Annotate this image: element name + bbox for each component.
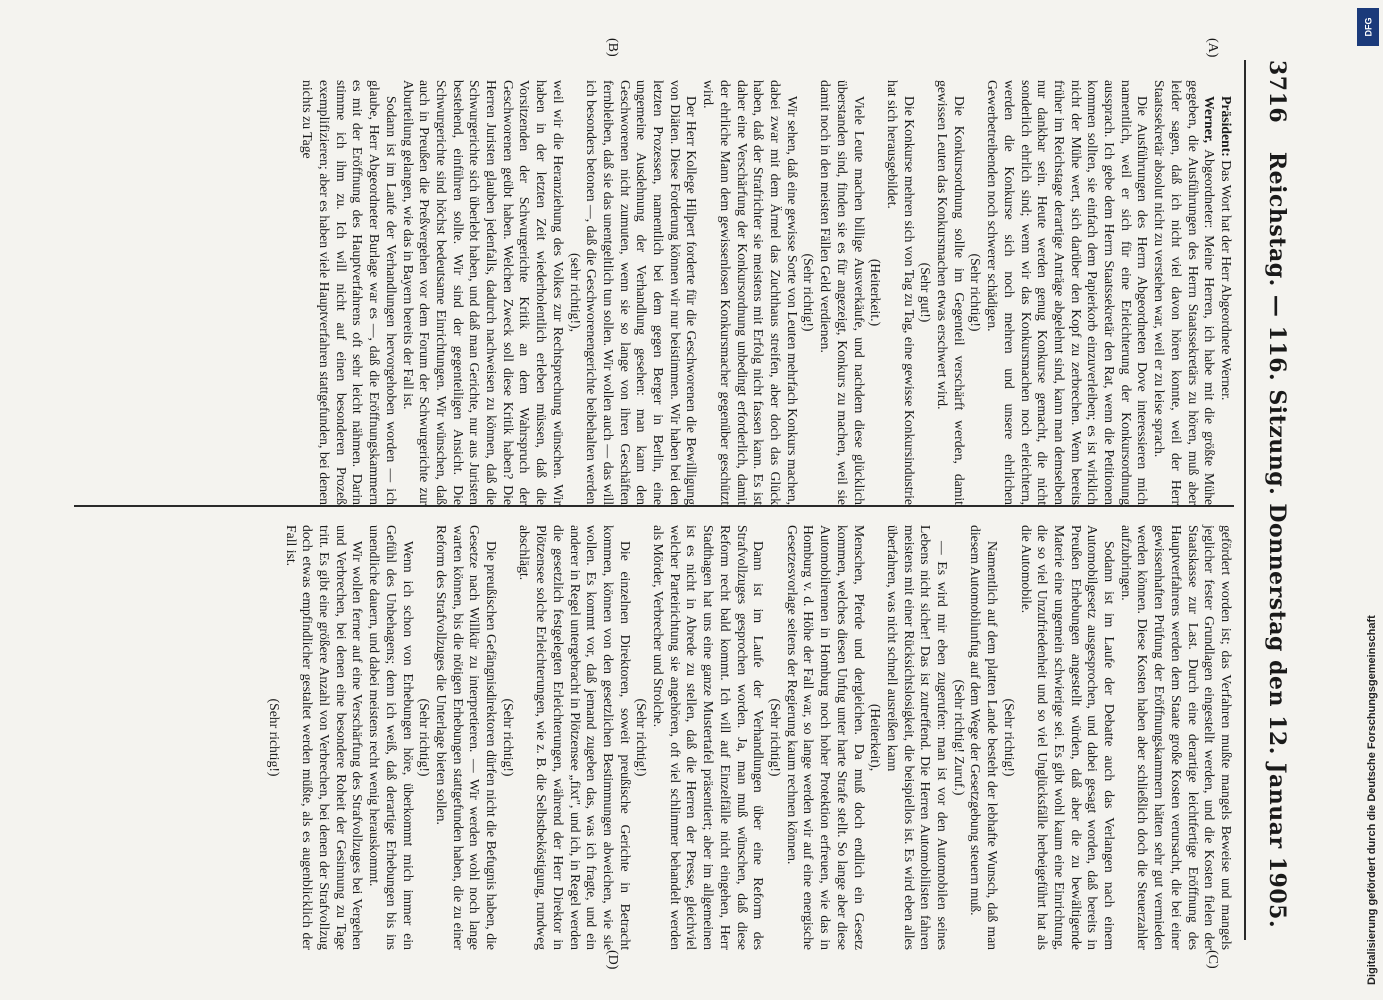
- interjection: (Sehr richtig!): [500, 698, 516, 777]
- body-paragraph: Menschen, Pferde und dergleichen. Da muß doch endlich ein Gesetz kommen, welches diesen Unfug unter harte Strafe stellt. So lange aber diese Automobilrennen in Homburg noch hoher Protektion erfreuen, wie das in Homburg v. d. Höhe der Fall war, so lange werden wir auf eine energische Gesetzesvorlage seitens der Regierung kaum rechnen können.: [784, 525, 867, 950]
- interjection: (sehr richtig!),: [567, 252, 583, 333]
- body-paragraph: Wir wollen ferner auf eine Verschärfung des Strafvollzuges bei Vergehen und Verbrechen, bei denen eine besondere Roheit der Gesinnung zu Tage tritt. Es gibt eine größere Anzahl von Verbrechen, bei denen der Strafvollzug doch etwas empfindlicher gestaltet werden müßte, als es augenblicklich der Fall ist.: [283, 525, 366, 950]
- interjection: (Sehr richtig!): [417, 698, 433, 777]
- body-paragraph: Namentlich auf dem platten Lande besteht der lebhafte Wunsch, daß man diesem Automobilunfug auf dem Wege der Gesetzgebung steuern muß.: [968, 525, 1001, 950]
- interjection: (Heiterkeit),: [868, 703, 884, 772]
- body-paragraph: Wenn ich schon von Erhebungen höre, überkommt mich immer ein Gefühl des Unbehagens; denn ich weiß, daß derartige Erhebungen bis ins unendliche dauern, und dabei meistens recht wenig herauskommt.: [367, 525, 416, 950]
- page-title: Reichstag. — 116. Sitzung. Donnerstag den 12. Januar 1905.: [1264, 151, 1290, 929]
- speaker-paragraph: [1150, 80, 1217, 505]
- body-paragraph: Dann ist im Laufe der Verhandlungen über eine Reform des Strafvollzuges gesprochen worden. Ja, man muß wünschen, daß diese Reform recht bald kommt. Ich will auf Einzelfälle nicht eingehen, Herr Stadthagen hat uns eine ganze Mustertafel präsentiert; aber im allgemeinen ist es nicht in Abrede zu stellen, daß die Herren der Presse, gleichviel welcher Parteirichtung sie angehören, oft viel schlimmer behandelt werden als Mörder, Verbrecher und Strolche.: [651, 525, 767, 950]
- margin-mark-a: (A): [1205, 38, 1220, 58]
- body-paragraph: Sodann ist im Laufe der Verhandlungen hervorgehoben worden — ich glaube, Herr Abgeordneter Burlage war es —, daß die Eröffnungskammern es mit der Eröffnung des Hauptverfahrens oft sehr leicht nähmen. Darin stimme ich ihm zu. Ich will nicht auf einen besonderen Prozeß exemplifizieren; aber es haben viele Hauptverfahren stattgefunden, bei denen nichts zu Tage: [300, 80, 399, 505]
- speaker-text: Abgeordneter: Meine Herren, ich habe mit die größte Mühe gegeben, die Ausführungen des Herrn Staatssekretärs zu hören, muß aber leider sagen, daß ich nicht viel davon hören konnte, weil der Herr Staatssekretär absolut nicht zu verstehen war, weil er zu leise sprach.: [1152, 80, 1218, 505]
- right-text-column: [265, 525, 1234, 950]
- body-paragraph: Sodann ist im Laufe der Debatte auch das Verlangen nach einem Automobilgesetz ausgesprochen, und dabei gesagt worden, daß bereits in Preußen Erhebungen angestellt würden, daß aber die zu bewältigende Materie eine ungemein schwierige sei. Es gibt wohl kaum eine Einrichtung, die so viel Unzufriedenheit und so viel Unglücksfälle herbeigeführt hat als die Automobile.: [1018, 525, 1118, 950]
- body-paragraph: Die preußischen Gefängnisdirektoren dürfen nicht die Befugnis haben, die Gesetze nach Willkür zu interpretieren. — Wir werden wohl noch lange warten können, bis die nötigen Erhebungen stattgefunden haben, die zu einer Reform des Strafvollzuges die Unterlage bieten sollen.: [433, 525, 500, 950]
- margin-mark-b: (B): [605, 38, 620, 57]
- body-paragraph: Die Konkursordnung sollte im Gegenteil verschärft werden, damit gewissen Leuten das Konkursmachen etwas erschwert wird.: [935, 80, 967, 505]
- body-paragraph: gefördert worden ist; das Verfahren mußte mangels Beweise und mangels jeglicher fester Grundlagen eingestellt werden, und die Kosten fielen der Staatskasse zur Last. Durch eine derartige leichtfertige Eröffnung des Hauptverfahrens werden dem Staate große Kosten verursacht, die bei einer gewissenhaften Prüfung der Eröffnungskammern hätten sehr gut vermieden werden können. Diese Kosten haben aber schließlich doch die Steuerzahler aufzubringen.: [1118, 525, 1234, 950]
- margin-mark-c: (C): [1205, 950, 1220, 969]
- interjection: (Sehr richtig!): [266, 698, 282, 777]
- body-paragraph: weil wir die Heranziehung des Volkes zur Rechtsprechung wünschen. Wir haben in der letzten Zeit wiederholentlich erleben müssen, daß die Vorsitzenden der Schwurgerichte Kritik an dem Wahrspruch der Geschworenen geübt haben. Welchen Zweck soll diese Kritik haben? Die Herren Juristen glauben jedenfalls, dadurch nachweisen zu können, daß die Schwurgerichte sich überlebt haben, und daß man Gerichte, nur aus Juristen bestehend, einführen sollte. Wir sind der gegenteiligen Ansicht. Die Schwurgerichte sind höchst bedeutsame Einrichtungen. Wir wünschen, daß auch in Preußen die Preßvergehen vor dem Forum der Schwurgerichte zur Aburteilung gelangen, wie das in Bayern bereits der Fall ist.: [400, 80, 566, 505]
- interjection: (Sehr richtig!): [634, 698, 650, 777]
- column-divider: [74, 505, 1234, 507]
- speaker-paragraph: [1217, 80, 1234, 505]
- interjection: (Sehr richtig!): [1001, 698, 1017, 777]
- body-paragraph: Viele Leute machen billige Ausverkäufe, und nachdem diese glücklich überstanden sind, finden sie es für angezeigt, Konkurs zu machen, weil sie damit noch in den meisten Fällen Geld verdienen.: [818, 80, 867, 505]
- interjection: (Sehr richtig!): [801, 253, 817, 332]
- body-paragraph: — Es wird mir eben zugerufen: man ist vor den Automobilen seines Lebens nicht sicher! Das ist zutreffend. Die Herren Automobilisten fahren meistens mit einer Rücksichtslosigkeit, die beispiellos ist. Es wird eben alles überfahren, was nicht schnell ausreißen kann: [884, 525, 951, 950]
- body-paragraph: Die einzelnen Direktoren, soweit preußische Gerichte in Betracht kommen, können von den gesetzlichen Bestimmungen abweichen, wie sie wollen. Es kommt vor, daß jemand zugeben das, was ich fragte, und ein anderer in Regel untergebracht in Plötzensee „fixt", und ich, in Regel werden die gesetzlich festgelegten Erleichterungen, während der Herr Direktor in Plötzensee solche Erleichterungen, wie z. B. die Selbstbeköstigung, rundweg abschlägt.: [517, 525, 633, 950]
- speaker-name: Präsident:: [1219, 96, 1234, 157]
- speaker-text: Das Wort hat der Herr Abgeordnete Werner.: [1219, 156, 1234, 401]
- body-paragraph: Der Herr Kollege Hilpert forderte für die Geschworenen die Bewilligung von Diäten. Diese Forderung können wir nur beistimmen. Wir haben bei den letzten Prozessen, namentlich bei dem gegen Berger in Berlin, eine ungemeine Ausdehnung der Verhandlung gesehen: man kann den Geschworenen nicht zumuten, wenn sie so lange von ihren Geschäften fernbleiben, daß sie das unentgeltlich tun sollen. Wir wollen auch — das will ich besonders betonen —, daß die Geschworenengerichte beibehalten werden: [584, 80, 700, 505]
- page-number: 3716: [1264, 60, 1290, 124]
- body-paragraph: Die Ausführungen des Herrn Abgeordneten Dove interessieren mich namentlich, weil er sich für eine Erleichterung der Konkursordnung aussprach. Ich gebe dem Herrn Staatssekretär den Rat, wenn die Petitionen kommen sollten, sie einfach dem Papierkorb einzuverleiben; es ist wirklich nicht der Mühe wert, sich darüber den Kopf zu zerbrechen. Wenn bereits früher im Reichstage derartige Anträge abgelehnt sind, kann man demselben nur dankbar sein. Heute werden genug Konkurse gemacht, die nicht sonderlich ehrlich sind; wenn wir das Konkursmachen noch erleichtern, werden die Konkurse sich noch mehren und unsere ehrlichen Gewerbetreibenden noch schwerer schädigen.: [985, 80, 1151, 505]
- header-rule: [1244, 60, 1246, 940]
- body-paragraph: Die Konkurse mehren sich von Tag zu Tag, eine gewisse Konkursindustrie hat sich herausgebildet.: [884, 80, 917, 505]
- margin-mark-d: (D): [605, 950, 620, 970]
- body-paragraph: Wir sehen, daß eine gewisse Sorte von Leuten mehrfach Konkurs machen, dabei zwar mit dem Ärmel das Zuchthaus streifen, aber doch das Glück haben, daß der Strafrichter sie meistens mit Erfolg nicht fassen kann. Es ist daher eine Verschärfung der Konkursordnung unbedingt erforderlich, damit der ehrliche Mann dem gewissenlosen Konkursmacher gegenüber geschützt wird.: [701, 80, 800, 505]
- dfg-logo: DFG: [1357, 8, 1379, 46]
- interjection: (Sehr gut!): [918, 262, 934, 323]
- footer-credit: Digitalisierung gefördert durch die Deutsche Forschungsgemeinschaft: [1366, 615, 1378, 985]
- page-header: [1254, 60, 1294, 940]
- interjection: (Sehr richtig! Zuruf.): [951, 679, 967, 796]
- interjection: (Heiterkeit.): [868, 258, 884, 327]
- speaker-name: Werner,: [1202, 96, 1218, 144]
- interjection: (Sehr richtig!): [968, 253, 984, 332]
- interjection: (Sehr richtig!): [768, 698, 784, 777]
- left-text-column: [299, 80, 1234, 505]
